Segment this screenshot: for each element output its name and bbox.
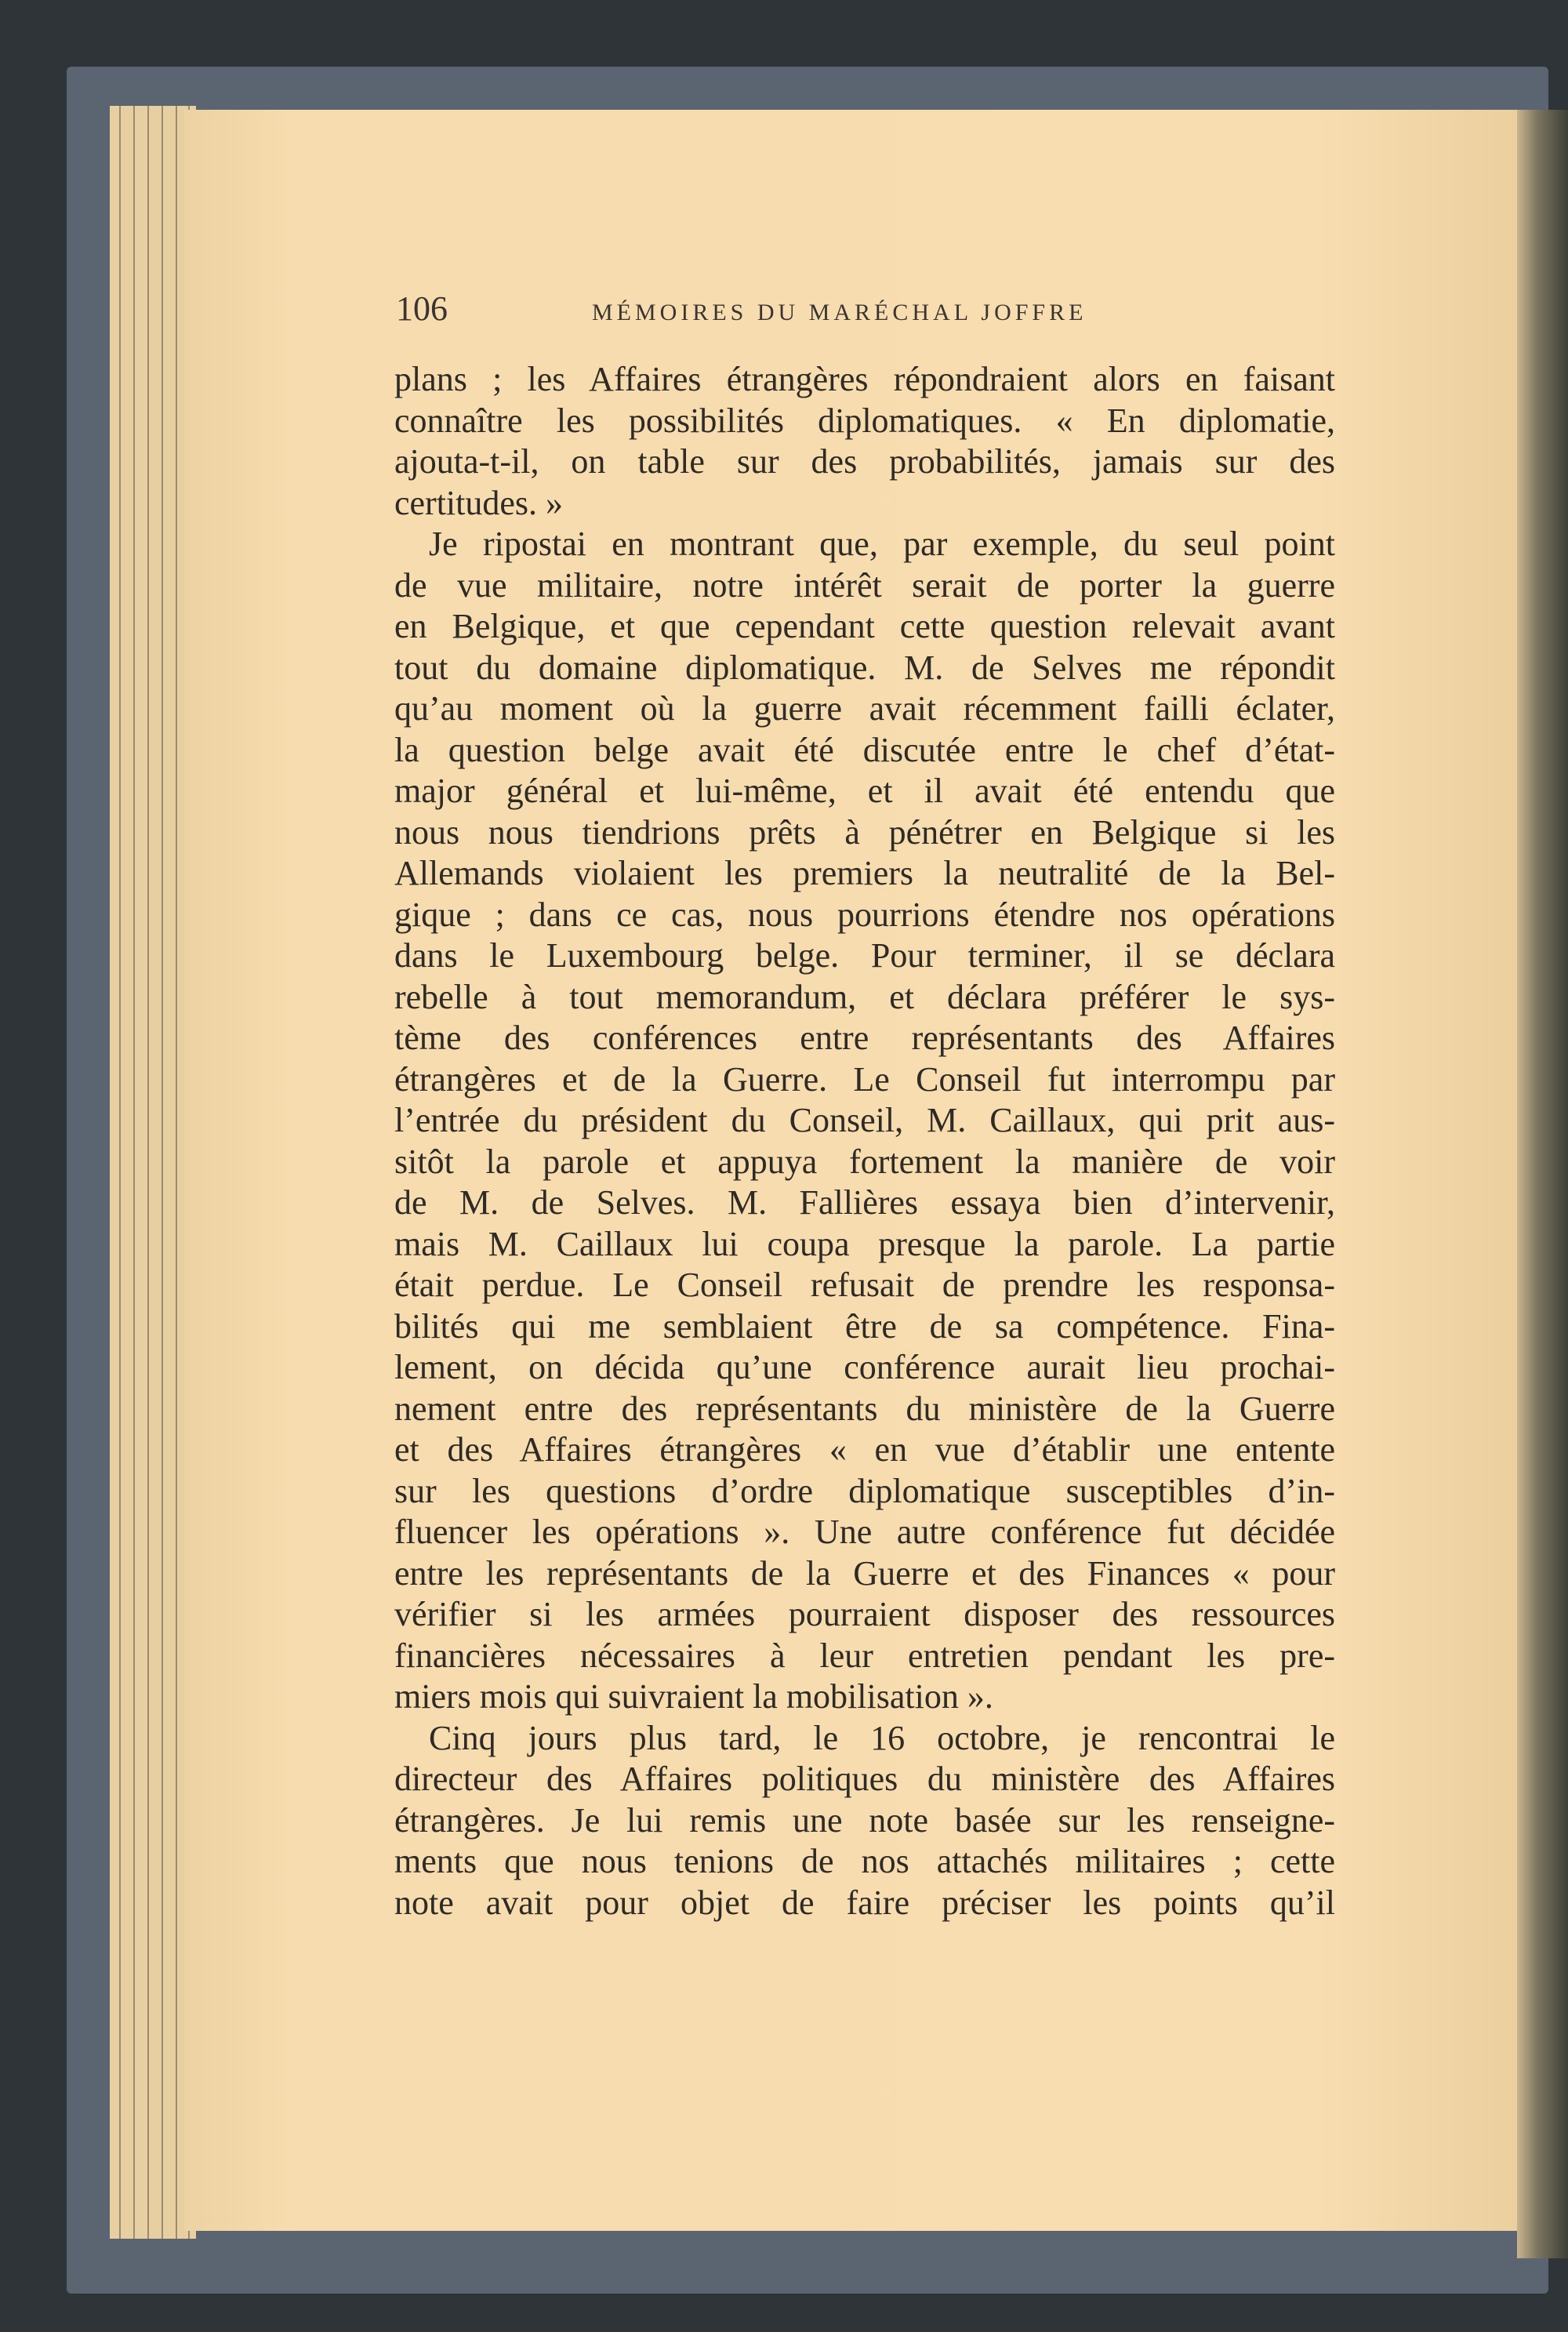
text-line: directeur des Affaires politiques du ministère des Affaires bbox=[394, 1760, 1335, 1798]
text-line: certitudes. » bbox=[394, 483, 564, 522]
text-line: rebelle à tout memorandum, et déclara préférer le sys- bbox=[394, 977, 1335, 1016]
text-line: qu’au moment où la guerre avait récemment failli éclater, bbox=[394, 689, 1335, 728]
text-line: était perdue. Le Conseil refusait de prendre les responsa- bbox=[394, 1266, 1335, 1304]
page-header bbox=[396, 289, 1337, 336]
text-line: l’entrée du président du Conseil, M. Caillaux, qui prit aus- bbox=[394, 1101, 1335, 1139]
text-line: étrangères et de la Guerre. Le Conseil fut interrompu par bbox=[394, 1059, 1335, 1099]
text-line: entre les représentants de la Guerre et des Finances « pour bbox=[394, 1553, 1335, 1593]
text-line: tème des conférences entre représentants des Affaires bbox=[394, 1019, 1335, 1057]
text-line: Allemands violaient les premiers la neutralité de la Bel- bbox=[394, 854, 1335, 892]
text-line: lement, on décida qu’une conférence aurait lieu prochai- bbox=[394, 1348, 1335, 1386]
page-number: 106 bbox=[396, 289, 448, 328]
running-title: MÉMOIRES DU MARÉCHAL JOFFRE bbox=[592, 300, 1087, 325]
text-line: étrangères. Je lui remis une note basée sur les renseigne- bbox=[394, 1800, 1335, 1840]
facing-page-edge bbox=[1517, 110, 1568, 2258]
text-line: ments que nous tenions de nos attachés militaires ; cette bbox=[394, 1842, 1335, 1880]
page-edges bbox=[110, 106, 196, 2239]
text-line: mais M. Caillaux lui coupa presque la parole. La partie bbox=[394, 1224, 1335, 1263]
text-line: Cinq jours plus tard, le 16 octobre, je rencontrai le bbox=[429, 1718, 1335, 1757]
text-line: note avait pour objet de faire préciser les points qu’il bbox=[394, 1883, 1335, 1922]
text-line: connaître les possibilités diplomatiques. « En diplomatie, bbox=[394, 401, 1335, 440]
text-line: de vue militaire, notre intérêt serait de porter la guerre bbox=[394, 565, 1335, 605]
text-line: vérifier si les armées pourraient disposer des ressources bbox=[394, 1595, 1335, 1633]
text-line: ajouta-t-il, on table sur des probabilités, jamais sur des bbox=[394, 442, 1335, 481]
text-line: nous nous tiendrions prêts à pénétrer en Belgique si les bbox=[394, 812, 1335, 852]
text-line: plans ; les Affaires étrangères répondraient alors en faisant bbox=[394, 360, 1335, 398]
text-line: miers mois qui suivraient la mobilisation ». bbox=[394, 1677, 993, 1716]
body-text bbox=[394, 359, 1335, 1923]
text-line: financières nécessaires à leur entretien pendant les pre- bbox=[394, 1636, 1335, 1675]
text-line: major général et lui-même, et il avait été entendu que bbox=[394, 772, 1335, 810]
text-line: dans le Luxembourg belge. Pour terminer, il se déclara bbox=[394, 936, 1335, 975]
text-line: tout du domaine diplomatique. M. de Selves me répondit bbox=[394, 648, 1335, 687]
text-line: nement entre des représentants du ministère de la Guerre bbox=[394, 1389, 1335, 1428]
text-line: Je ripostai en montrant que, par exemple, du seul point bbox=[429, 525, 1335, 563]
text-line: en Belgique, et que cependant cette question relevait avant bbox=[394, 607, 1335, 645]
text-line: sur les questions d’ordre diplomatique susceptibles d’in- bbox=[394, 1471, 1335, 1510]
text-line: bilités qui me semblaient être de sa compétence. Fina- bbox=[394, 1306, 1335, 1346]
text-line: gique ; dans ce cas, nous pourrions étendre nos opérations bbox=[394, 895, 1335, 934]
text-line: la question belge avait été discutée entre le chef d’état- bbox=[394, 730, 1335, 769]
text-line: fluencer les opérations ». Une autre conférence fut décidée bbox=[394, 1513, 1335, 1551]
text-line: de M. de Selves. M. Fallières essaya bien d’intervenir, bbox=[394, 1183, 1335, 1222]
text-line: et des Affaires étrangères « en vue d’établir une entente bbox=[394, 1430, 1335, 1469]
text-line: sitôt la parole et appuya fortement la manière de voir bbox=[394, 1142, 1335, 1181]
